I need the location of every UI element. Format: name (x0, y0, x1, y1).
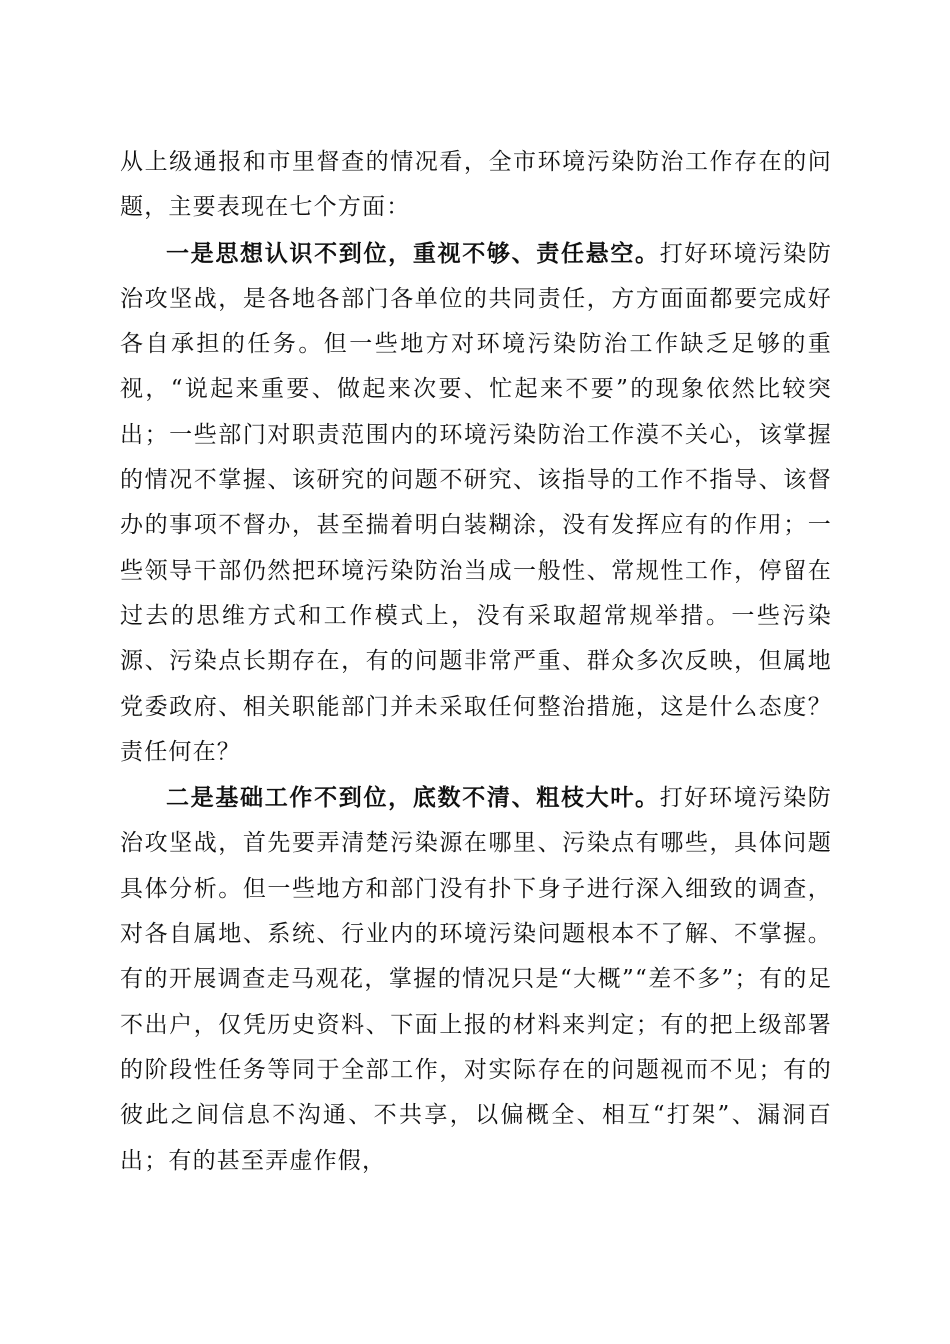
point-two-body: 打好环境污染防治攻坚战，首先要弄清楚污染源在哪里、污染点有哪些，具体问题具体分析。但一些地方和部门没有扑下身子进行深入细致的调查，对各自属地、系统、行业内的环境污染问题根本不了解、不掌握。有的开展调查走马观花，掌握的情况只是“大概”“差不多”；有的足不出户，仅凭历史资料、下面上报的材料来判定；有的把上级部署的阶段性任务等同于全部工作，对实际存在的问题视而不见；有的彼此之间信息不沟通、不共享，以偏概全、相互“打架”、漏洞百出；有的甚至弄虚作假， (120, 785, 832, 1174)
point-one-paragraph (120, 231, 832, 776)
point-two-paragraph (120, 775, 832, 1184)
document-body (120, 140, 832, 1184)
intro-paragraph: 从上级通报和市里督查的情况看，全市环境污染防治工作存在的问题，主要表现在七个方面： (120, 149, 832, 221)
point-one-body: 打好环境污染防治攻坚战，是各地各部门各单位的共同责任，方方面面都要完成好各自承担的任务。但一些地方对环境污染防治工作缺乏足够的重视，“说起来重要、做起来次要、忙起来不要”的现象依然比较突出；一些部门对职责范围内的环境污染防治工作漠不关心，该掌握的情况不掌握、该研究的问题不研究、该指导的工作不指导、该督办的事项不督办，甚至揣着明白装糊涂，没有发挥应有的作用；一些领导干部仍然把环境污染防治当成一般性、常规性工作，停留在过去的思维方式和工作模式上，没有采取超常规举措。一些污染源、污染点长期存在，有的问题非常严重、群众多次反映，但属地党委政府、相关职能部门并未采取任何整治措施，这是什么态度？责任何在？ (120, 240, 832, 765)
point-one-heading: 一是思想认识不到位，重视不够、责任悬空。 (166, 239, 660, 267)
point-two-heading: 二是基础工作不到位，底数不清、粗枝大叶。 (166, 784, 660, 812)
